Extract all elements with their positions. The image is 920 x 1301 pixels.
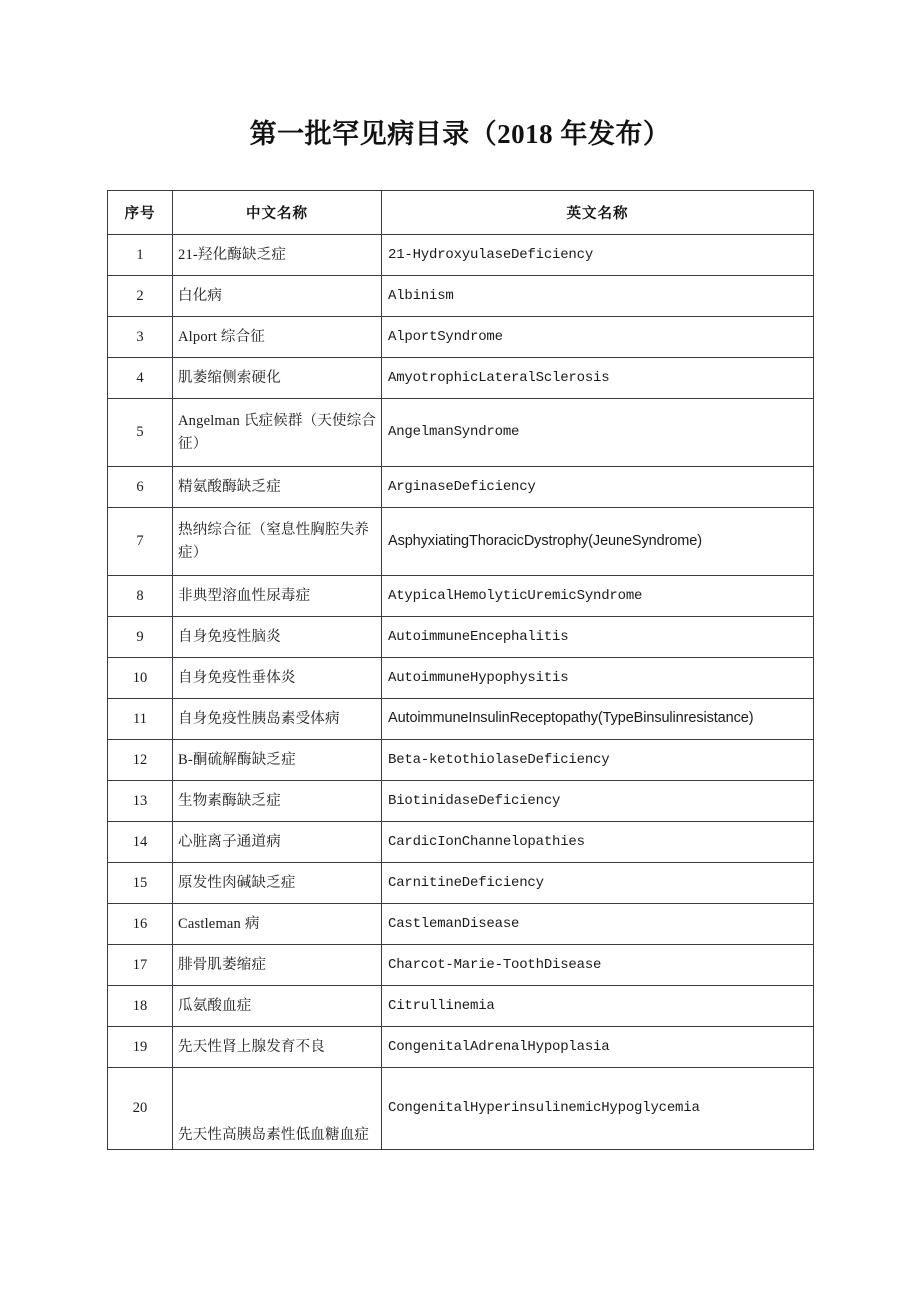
- table-body: [108, 235, 814, 1150]
- row-number: 6: [108, 467, 173, 508]
- disease-name-english: AsphyxiatingThoracicDystrophy(JeuneSyndrome): [382, 508, 814, 576]
- rare-disease-catalog-table-wrapper: [107, 190, 813, 1150]
- row-number: 20: [108, 1068, 173, 1150]
- table-row: [108, 276, 814, 317]
- column-header-chinese: 中文名称: [173, 191, 382, 235]
- disease-name-english: Charcot-Marie-ToothDisease: [382, 945, 814, 986]
- table-row: [108, 358, 814, 399]
- disease-name-chinese: 非典型溶血性尿毒症: [173, 576, 382, 617]
- row-number: 13: [108, 781, 173, 822]
- table-header: [108, 191, 814, 235]
- disease-name-chinese: 白化病: [173, 276, 382, 317]
- column-header-number: 序号: [108, 191, 173, 235]
- column-header-english: 英文名称: [382, 191, 814, 235]
- table-row: [108, 699, 814, 740]
- disease-name-chinese: 热纳综合征（窒息性胸腔失养症）: [173, 508, 382, 576]
- disease-name-chinese: Angelman 氏症候群（天使综合征）: [173, 399, 382, 467]
- table-row: [108, 1027, 814, 1068]
- row-number: 16: [108, 904, 173, 945]
- disease-name-english: CongenitalAdrenalHypoplasia: [382, 1027, 814, 1068]
- disease-name-chinese: 精氨酸酶缺乏症: [173, 467, 382, 508]
- row-number: 11: [108, 699, 173, 740]
- table-row: [108, 822, 814, 863]
- disease-name-english: Beta-ketothiolaseDeficiency: [382, 740, 814, 781]
- disease-name-english: AutoimmuneHypophysitis: [382, 658, 814, 699]
- row-number: 14: [108, 822, 173, 863]
- disease-name-chinese: B-酮硫解酶缺乏症: [173, 740, 382, 781]
- row-number: 5: [108, 399, 173, 467]
- disease-name-english: CarnitineDeficiency: [382, 863, 814, 904]
- row-number: 1: [108, 235, 173, 276]
- table-row: [108, 467, 814, 508]
- disease-name-chinese: 生物素酶缺乏症: [173, 781, 382, 822]
- disease-name-english: CongenitalHyperinsulinemicHypoglycemia: [382, 1068, 814, 1150]
- disease-name-chinese: 21-羟化酶缺乏症: [173, 235, 382, 276]
- disease-name-english: AngelmanSyndrome: [382, 399, 814, 467]
- disease-name-chinese: 原发性肉碱缺乏症: [173, 863, 382, 904]
- table-row: [108, 740, 814, 781]
- disease-name-chinese: 腓骨肌萎缩症: [173, 945, 382, 986]
- disease-name-chinese: 自身免疫性垂体炎: [173, 658, 382, 699]
- disease-name-english: ArginaseDeficiency: [382, 467, 814, 508]
- table-row: [108, 658, 814, 699]
- table-row: [108, 904, 814, 945]
- table-row: [108, 945, 814, 986]
- disease-name-chinese: 心脏离子通道病: [173, 822, 382, 863]
- disease-name-chinese: Alport 综合征: [173, 317, 382, 358]
- row-number: 3: [108, 317, 173, 358]
- disease-name-english: BiotinidaseDeficiency: [382, 781, 814, 822]
- row-number: 7: [108, 508, 173, 576]
- disease-name-english: CardicIonChannelopathies: [382, 822, 814, 863]
- row-number: 4: [108, 358, 173, 399]
- table-header-row: [108, 191, 814, 235]
- disease-name-english: AtypicalHemolyticUremicSyndrome: [382, 576, 814, 617]
- row-number: 10: [108, 658, 173, 699]
- disease-name-english: AutoimmuneInsulinReceptopathy(TypeBinsulinresistance): [382, 699, 814, 740]
- disease-name-english: CastlemanDisease: [382, 904, 814, 945]
- table-row: [108, 317, 814, 358]
- disease-name-english: Citrullinemia: [382, 986, 814, 1027]
- row-number: 18: [108, 986, 173, 1027]
- row-number: 12: [108, 740, 173, 781]
- disease-name-english: AlportSyndrome: [382, 317, 814, 358]
- table-row: [108, 576, 814, 617]
- table-row: [108, 1068, 814, 1150]
- disease-name-chinese: 瓜氨酸血症: [173, 986, 382, 1027]
- table-row: [108, 617, 814, 658]
- table-row: [108, 508, 814, 576]
- row-number: 19: [108, 1027, 173, 1068]
- row-number: 15: [108, 863, 173, 904]
- disease-name-chinese: 自身免疫性胰岛素受体病: [173, 699, 382, 740]
- disease-name-english: AmyotrophicLateralSclerosis: [382, 358, 814, 399]
- page-title: 第一批罕见病目录（2018 年发布）: [249, 119, 671, 149]
- table-row: [108, 399, 814, 467]
- disease-name-chinese: 肌萎缩侧索硬化: [173, 358, 382, 399]
- table-row: [108, 781, 814, 822]
- table-row: [108, 235, 814, 276]
- disease-name-english: 21-HydroxyulaseDeficiency: [382, 235, 814, 276]
- disease-name-chinese: 先天性肾上腺发育不良: [173, 1027, 382, 1068]
- row-number: 17: [108, 945, 173, 986]
- row-number: 8: [108, 576, 173, 617]
- disease-name-chinese: 自身免疫性脑炎: [173, 617, 382, 658]
- row-number: 9: [108, 617, 173, 658]
- table-row: [108, 863, 814, 904]
- disease-name-chinese: 先天性高胰岛素性低血糖血症: [173, 1068, 382, 1150]
- disease-name-english: Albinism: [382, 276, 814, 317]
- row-number: 2: [108, 276, 173, 317]
- rare-disease-catalog-table: [107, 190, 814, 1150]
- disease-name-english: AutoimmuneEncephalitis: [382, 617, 814, 658]
- table-row: [108, 986, 814, 1027]
- disease-name-chinese: Castleman 病: [173, 904, 382, 945]
